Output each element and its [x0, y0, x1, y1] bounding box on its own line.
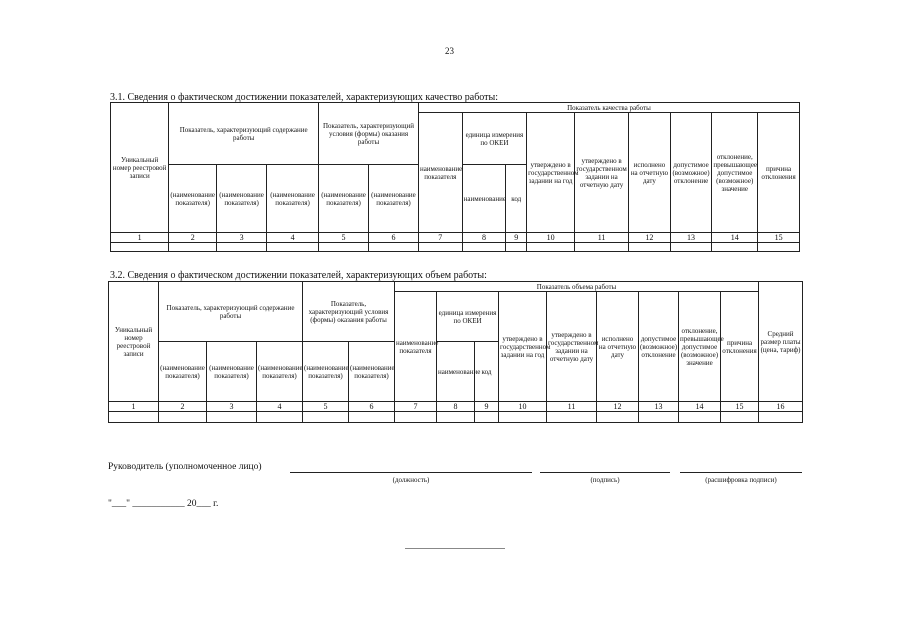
data-cell[interactable] — [575, 243, 629, 252]
name-sub-header: (наименование показателя) — [207, 342, 257, 402]
data-cell[interactable] — [462, 243, 506, 252]
name-sub-header: (наименование показателя) — [159, 342, 207, 402]
column-number: 10 — [527, 233, 575, 243]
column-number: 3 — [207, 402, 257, 412]
column-number: 15 — [721, 402, 759, 412]
content-indicator-header: Показатель, характеризующий содержание работы — [169, 103, 319, 165]
head-label: Руководитель (уполномоченное лицо) — [108, 462, 262, 472]
signature-label: (подпись) — [590, 476, 620, 484]
column-number: 9 — [475, 402, 499, 412]
data-cell[interactable] — [597, 412, 639, 423]
name-sub-header: (наименование показателя) — [319, 165, 369, 233]
data-cell[interactable] — [418, 243, 462, 252]
conditions-indicator-header: Показатель, характеризующий условия (формы) оказания работы — [319, 103, 419, 165]
data-cell[interactable] — [629, 243, 671, 252]
column-number: 8 — [462, 233, 506, 243]
avg-fee-header: Средний размер платы (цена, тариф) — [759, 282, 803, 402]
column-number: 1 — [111, 233, 169, 243]
conditions-indicator-header: Показатель, характеризующий условия (формы) оказания работы — [303, 282, 395, 342]
data-cell[interactable] — [395, 412, 437, 423]
position-line[interactable] — [290, 472, 532, 473]
data-cell[interactable] — [437, 412, 475, 423]
reason-header: причина отклонения — [758, 113, 800, 233]
column-number: 6 — [349, 402, 395, 412]
content-indicator-header: Показатель, характеризующий содержание работы — [159, 282, 303, 342]
quality-indicator-group: Показатель качества работы — [418, 103, 799, 113]
column-number: 10 — [499, 402, 547, 412]
unit-okei-header: единица измерения по ОКЕИ — [462, 113, 527, 165]
data-cell[interactable] — [547, 412, 597, 423]
column-number: 16 — [759, 402, 803, 412]
data-cell[interactable] — [759, 412, 803, 423]
approved-date-header: утверждено в государственном задании на отчетную дату — [547, 292, 597, 402]
column-number: 7 — [395, 402, 437, 412]
data-cell[interactable] — [217, 243, 267, 252]
name-sub-header: (наименование показателя) — [349, 342, 395, 402]
indicator-name-header: наименование показателя — [395, 292, 437, 402]
column-number: 12 — [597, 402, 639, 412]
quality-table — [110, 102, 800, 252]
name-sub-header: (наименование показателя) — [303, 342, 349, 402]
column-number: 13 — [670, 233, 712, 243]
executed-header: исполнено на отчетную дату — [597, 292, 639, 402]
data-cell[interactable] — [369, 243, 419, 252]
approved-year-header: утверждено в государственном задании на год — [499, 292, 547, 402]
data-cell[interactable] — [267, 243, 319, 252]
column-number: 12 — [629, 233, 671, 243]
unit-okei-header: единица измерения по ОКЕИ — [437, 292, 499, 342]
unit-name-header: наименование — [437, 342, 475, 402]
exceeding-deviation-header: отклонение, превышающее допустимое (возможное) значение — [712, 113, 758, 233]
column-number: 6 — [369, 233, 419, 243]
data-cell[interactable] — [499, 412, 547, 423]
name-sub-header: (наименование показателя) — [369, 165, 419, 233]
reason-header: причина отклонения — [721, 292, 759, 402]
position-label: (должность) — [392, 476, 430, 484]
unit-code-header: код — [506, 165, 527, 233]
approved-year-header: утверждено в государственном задании на год — [527, 113, 575, 233]
data-cell[interactable] — [670, 243, 712, 252]
column-number: 1 — [109, 402, 159, 412]
unique-number-header: Уникальный номер реестровой записи — [111, 103, 169, 233]
section-1-title: 3.1. Сведения о фактическом достижении показателей, характеризующих качество работы: — [110, 92, 499, 103]
column-number: 14 — [679, 402, 721, 412]
data-cell[interactable] — [207, 412, 257, 423]
data-cell[interactable] — [475, 412, 499, 423]
column-number: 11 — [547, 402, 597, 412]
section-2-title: 3.2. Сведения о фактическом достижении показателей, характеризующих объем работы: — [110, 270, 487, 281]
data-cell[interactable] — [758, 243, 800, 252]
unit-code-header: код — [475, 342, 499, 402]
data-cell[interactable] — [506, 243, 527, 252]
data-cell[interactable] — [319, 243, 369, 252]
column-number: 7 — [418, 233, 462, 243]
volume-indicator-group: Показатель объема работы — [395, 282, 759, 292]
column-number: 4 — [257, 402, 303, 412]
column-number: 5 — [303, 402, 349, 412]
unique-number-header: Уникальный номер реестровой записи — [109, 282, 159, 402]
column-number: 2 — [159, 402, 207, 412]
column-number-row — [111, 233, 800, 243]
footer-divider — [405, 548, 505, 549]
data-cell[interactable] — [303, 412, 349, 423]
column-number: 15 — [758, 233, 800, 243]
data-cell[interactable] — [712, 243, 758, 252]
name-sub-header: (наименование показателя) — [257, 342, 303, 402]
empty-data-row — [109, 412, 803, 423]
exceeding-deviation-header: отклонение, превышающее допустимое (возможное) значение — [679, 292, 721, 402]
page-number: 23 — [445, 46, 454, 56]
data-cell[interactable] — [109, 412, 159, 423]
column-number-row — [109, 402, 803, 412]
data-cell[interactable] — [169, 243, 217, 252]
decode-label: (расшифровка подписи) — [705, 476, 777, 484]
data-cell[interactable] — [257, 412, 303, 423]
data-cell[interactable] — [679, 412, 721, 423]
column-number: 2 — [169, 233, 217, 243]
column-number: 13 — [639, 402, 679, 412]
column-number: 4 — [267, 233, 319, 243]
unit-name-header: наименование — [462, 165, 506, 233]
approved-date-header: утверждено в государственном задании на отчетную дату — [575, 113, 629, 233]
signature-line[interactable] — [540, 472, 670, 473]
data-cell[interactable] — [527, 243, 575, 252]
data-cell[interactable] — [111, 243, 169, 252]
column-number: 11 — [575, 233, 629, 243]
executed-header: исполнено на отчетную дату — [629, 113, 671, 233]
column-number: 9 — [506, 233, 527, 243]
allowed-deviation-header: допустимое (возможное) отклонение — [639, 292, 679, 402]
column-number: 14 — [712, 233, 758, 243]
column-number: 5 — [319, 233, 369, 243]
data-cell[interactable] — [721, 412, 759, 423]
column-number: 3 — [217, 233, 267, 243]
empty-data-row — [111, 243, 800, 252]
name-sub-header: (наименование показателя) — [217, 165, 267, 233]
decode-line[interactable] — [680, 472, 802, 473]
date-row[interactable]: "___" ___________ 20___ г. — [108, 499, 219, 509]
indicator-name-header: наименование показателя — [418, 113, 462, 233]
allowed-deviation-header: допустимое (возможное) отклонение — [670, 113, 712, 233]
data-cell[interactable] — [349, 412, 395, 423]
data-cell[interactable] — [639, 412, 679, 423]
volume-table — [108, 281, 803, 423]
name-sub-header: (наименование показателя) — [267, 165, 319, 233]
name-sub-header: (наименование показателя) — [169, 165, 217, 233]
data-cell[interactable] — [159, 412, 207, 423]
column-number: 8 — [437, 402, 475, 412]
